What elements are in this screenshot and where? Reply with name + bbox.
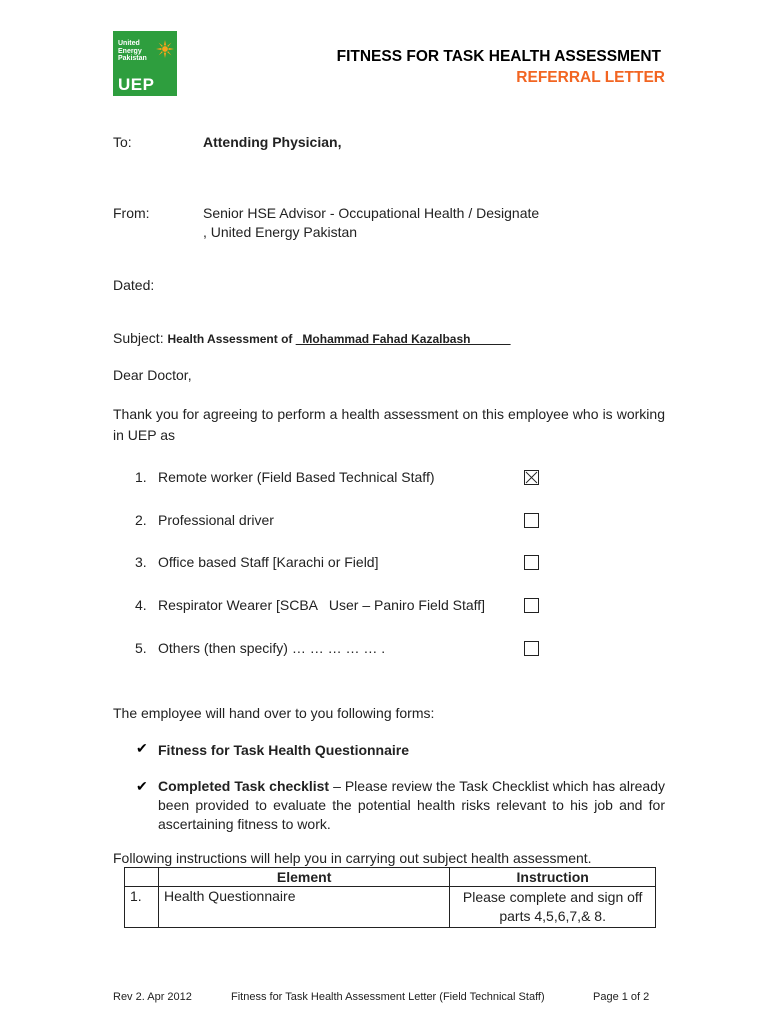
option-1-number: 1. [135,469,147,485]
form-item-2-description: – Please review the Task Checklist which has already been provided to evaluate the potential health risks relevant to his job and for ascertaining fitness to work. [158,778,665,832]
subject-line [113,330,511,346]
employee-name: _Mohammad Fahad Kazalbash______ [295,332,511,346]
instructions-intro: Following instructions will help you in carrying out subject health assessment. [113,850,592,866]
to-label: To: [113,134,132,150]
from-line-2: , United Energy Pakistan [203,224,358,240]
sun-icon [156,40,174,58]
forms-intro: The employee will hand over to you following forms: [113,705,435,721]
subject-label: Subject: [113,330,164,346]
form-item-1 [158,740,665,761]
table-row [125,887,656,928]
option-5-checkbox[interactable] [524,641,539,656]
checkmark-icon: ✔ [136,740,148,756]
checkmark-icon: ✔ [136,778,148,794]
from-label: From: [113,205,150,221]
form-item-2 [158,777,665,834]
table-header-element: Element [158,868,449,887]
checkbox-cross-icon [525,471,538,484]
option-1-label: Remote worker (Field Based Technical Staff) [158,469,435,485]
form-item-1-title: Fitness for Task Health Questionnaire [158,742,410,758]
logo-company-name: United Energy Pakistan [118,40,147,62]
to-value: Attending Physician, [203,134,342,150]
option-2-number: 2. [135,512,147,528]
table-header-row [125,868,656,887]
option-2-checkbox[interactable] [524,513,539,528]
footer-page-number: Page 1 of 2 [593,991,650,1003]
option-4-checkbox[interactable] [524,598,539,613]
table-cell-instruction: Please complete and sign off parts 4,5,6,7,& 8. [450,887,656,928]
form-item-2-title: Completed Task checklist [158,778,330,794]
table-cell-number: 1. [125,887,159,928]
from-line-1: Senior HSE Advisor - Occupational Health / Designate [203,205,540,221]
table-header-instruction: Instruction [450,868,656,887]
option-4-number: 4. [135,597,147,613]
table-header-number [125,868,159,887]
instructions-table [124,867,656,928]
option-1-checkbox[interactable] [524,470,539,485]
option-3-label: Office based Staff [Karachi or Field] [158,554,379,570]
option-3-number: 3. [135,554,147,570]
logo-abbrev: UEP [118,75,155,94]
option-5-label: Others (then specify) … … … … … . [158,640,386,656]
footer-revision: Rev 2. Apr 2012 [113,991,192,1003]
greeting: Dear Doctor, [113,367,192,383]
subject-prefix: Health Assessment of [167,332,296,346]
option-3-checkbox[interactable] [524,555,539,570]
document-title: FITNESS FOR TASK HEALTH ASSESSMENT [336,48,661,65]
footer-document-name: Fitness for Task Health Assessment Letter (Field Technical Staff) [231,991,545,1003]
option-5-number: 5. [135,640,147,656]
table-cell-element: Health Questionnaire [158,887,449,928]
option-2-label: Professional driver [158,512,274,528]
intro-paragraph: Thank you for agreeing to perform a health assessment on this employee who is working in UEP as [113,406,665,443]
document-subtitle: REFERRAL LETTER [516,69,665,86]
uep-logo [113,31,177,96]
dated-label: Dated: [113,277,155,293]
option-4-label: Respirator Wearer [SCBA User – Paniro Field Staff] [158,597,486,613]
